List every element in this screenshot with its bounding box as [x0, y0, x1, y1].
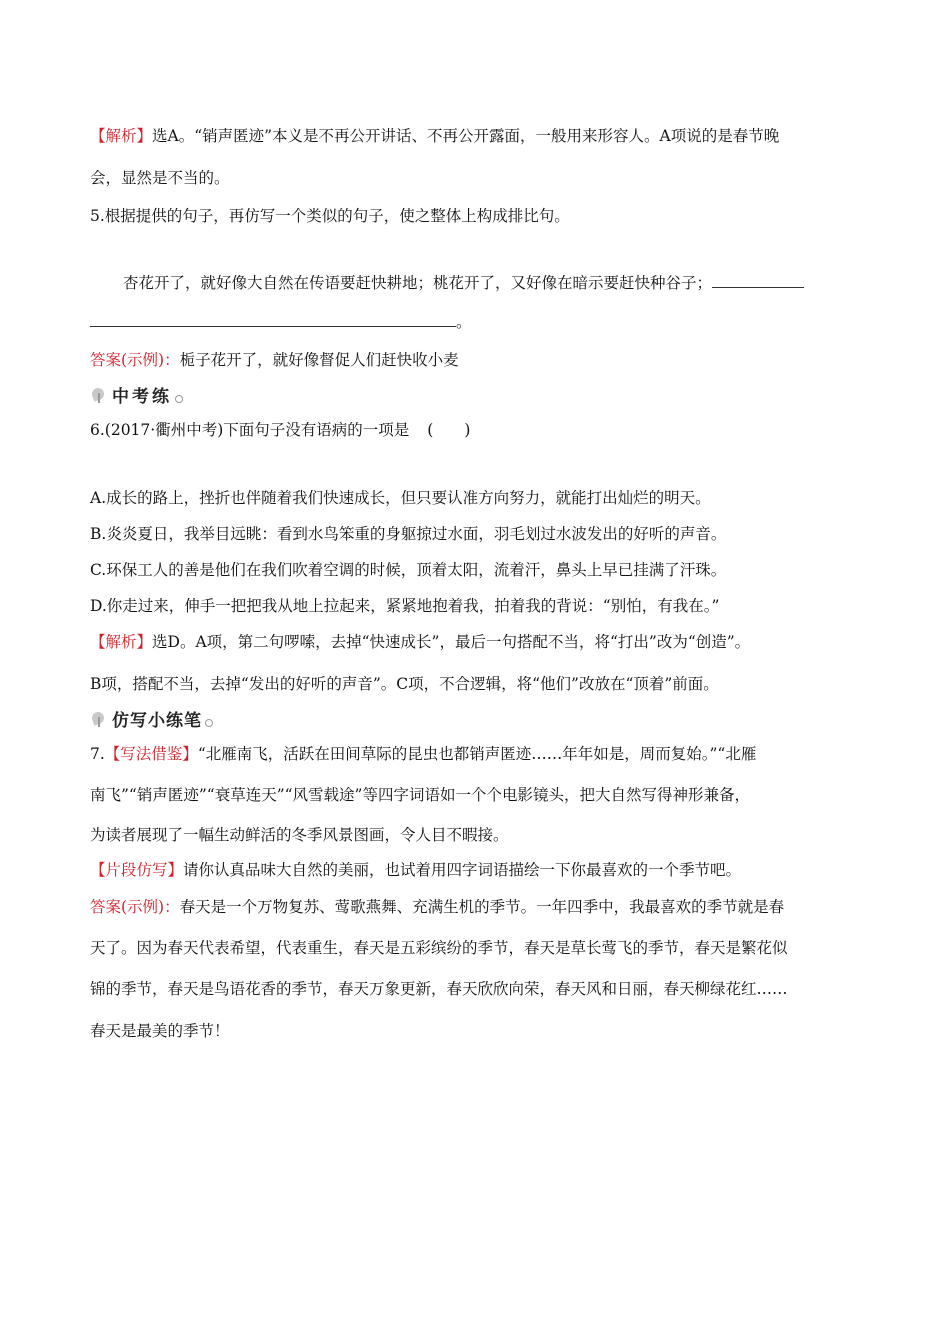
- q6-question: [90, 420, 470, 440]
- q4-analysis-line1: [90, 126, 779, 146]
- q5-answer: [90, 350, 459, 370]
- q5-prompt-text: 杏花开了，就好像大自然在传语要赶快耕地；桃花开了，又好像在暗示要赶快种谷子；: [123, 274, 713, 292]
- section-header-fangxie: [90, 707, 213, 729]
- answer-tag: 答案(示例)：: [90, 351, 180, 369]
- leaf-icon: [90, 709, 108, 727]
- q7-answer-line1: [90, 897, 784, 917]
- q7-answer-line3: 锦的季节，春天是鸟语花香的季节，春天万象更新，春天欣欣向荣，春天风和日丽，春天柳绿花红……: [90, 980, 788, 998]
- q6-analysis-line1: [90, 632, 750, 652]
- analysis-tag: 【解析】: [90, 633, 153, 651]
- answer-text: 春天是一个万物复苏、莺歌燕舞、充满生机的季节。一年四季中，我最喜欢的季节就是春: [179, 898, 785, 916]
- q7-task: [90, 860, 741, 880]
- answer-text: 栀子花开了，就好像督促人们赶快收小麦: [179, 351, 459, 369]
- q7-line2: 南飞”“销声匿迹”“衰草连天”“风雪载途”等四字词语如一个个电影镜头，把大自然写得神形兼备，: [90, 786, 750, 804]
- q6-option-a: A.成长的路上，挫折也伴随着我们快速成长，但只要认准方向努力，就能打出灿烂的明天。: [90, 489, 711, 507]
- dot-icon: [175, 395, 183, 403]
- q7-answer-line2: 天了。因为春天代表希望，代表重生，春天是五彩缤纷的季节，春天是草长莺飞的季节，春天是繁花似: [90, 939, 788, 957]
- q6-option-d: D.你走过来，伸手一把把我从地上拉起来，紧紧地抱着我，拍着我的背说：“别怕，有我在。”: [90, 597, 720, 615]
- q7-number: 7.: [90, 745, 105, 763]
- analysis-text: 选A。“销声匿迹”本义是不再公开讲话、不再公开露面，一般用来形容人。A项说的是春节晚: [152, 127, 780, 145]
- q4-analysis-line2: 会，显然是不当的。: [90, 169, 230, 187]
- q7-line3: 为读者展现了一幅生动鲜活的冬季风景图画，令人目不暇接。: [90, 826, 509, 844]
- dot-icon: [205, 719, 213, 727]
- answer-blank[interactable]: [712, 273, 804, 288]
- q5-prompt-end: 。: [456, 313, 472, 331]
- q7-line1: [90, 744, 756, 764]
- analysis-tag: 【解析】: [90, 127, 153, 145]
- leaf-icon: [90, 385, 108, 403]
- q6-analysis-line2: B项，搭配不当，去掉“发出的好听的声音”。C项，不合逻辑，将“他们”改放在“顶着”前面。: [90, 675, 719, 693]
- q7-text: “北雁南飞，活跃在田间草际的昆虫也都销声匿迹……年年如是，周而复始。”“北雁: [197, 745, 757, 763]
- q7-tag-writing: 【写法借鉴】: [104, 745, 198, 763]
- q7-task-text: 请你认真品味大自然的美丽，也试着用四字词语描绘一下你最喜欢的一个季节吧。: [183, 861, 742, 879]
- q6-option-c: C.环保工人的善是他们在我们吹着空调的时候，顶着太阳，流着汗，鼻头上早已挂满了汗珠。: [90, 561, 727, 579]
- q7-tag-imitation: 【片段仿写】: [90, 861, 184, 879]
- q7-answer-line4: 春天是最美的季节！: [90, 1022, 230, 1040]
- q5-prompt-line1: [123, 273, 804, 293]
- analysis-text: 选D。A项，第二句啰嗦，去掉“快速成长”，最后一句搭配不当，将“打出”改为“创造”。: [152, 633, 751, 651]
- q5-prompt-line2: [90, 312, 472, 332]
- section-title: 中考练: [112, 386, 172, 407]
- q6-answer-paren: ( ): [427, 421, 471, 439]
- section-header-zhongkao: [90, 383, 183, 405]
- answer-tag: 答案(示例)：: [90, 898, 180, 916]
- answer-blank-continued[interactable]: [90, 312, 456, 327]
- q5-question: 5.根据提供的句子，再仿写一个类似的句子，使之整体上构成排比句。: [90, 207, 570, 225]
- q6-option-b: B.炎炎夏日，我举目远眺：看到水鸟笨重的身躯掠过水面，羽毛划过水波发出的好听的声音。: [90, 525, 727, 543]
- q6-question-text: 6.(2017·衢州中考)下面句子没有语病的一项是: [90, 421, 410, 439]
- section-title: 仿写小练笔: [112, 710, 202, 731]
